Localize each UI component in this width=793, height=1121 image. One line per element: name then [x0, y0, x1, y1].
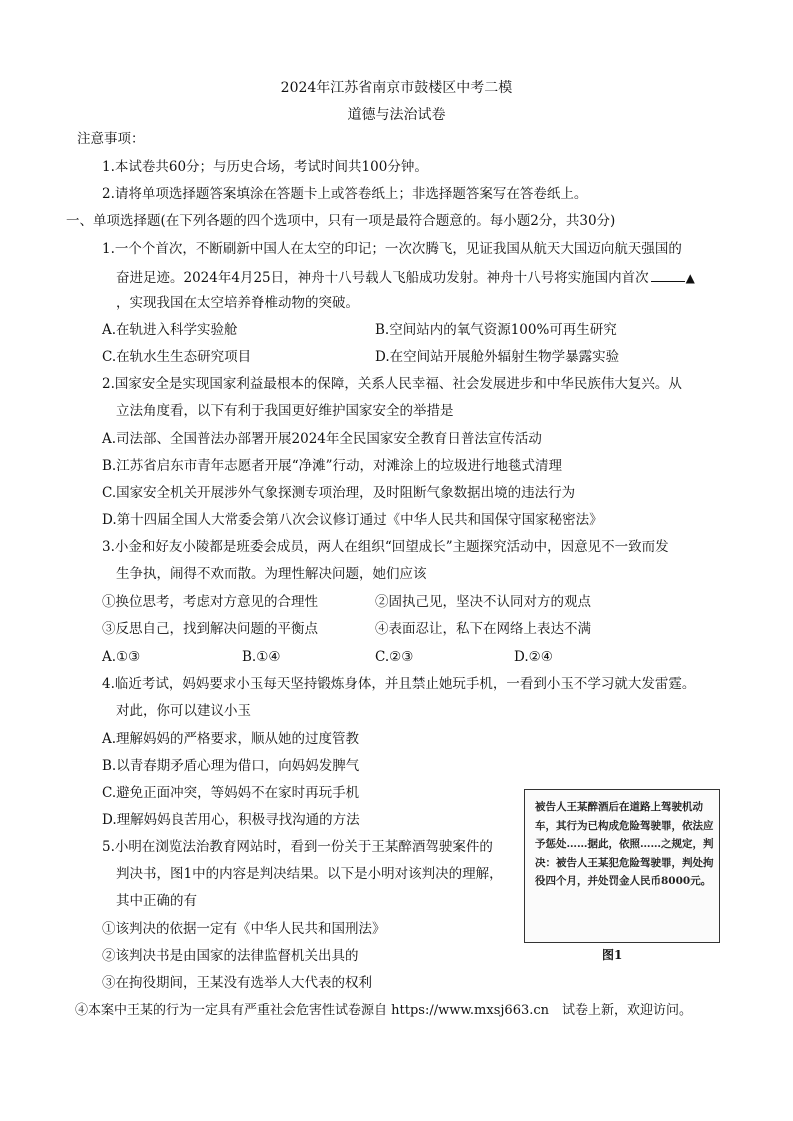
q2-option-d: D.第十四届全国人大常委会第八次会议修订通过《中华人民共和国保守国家秘密法》 — [102, 512, 603, 528]
q1-option-b: B.空间站内的氧气资源100%可再生研究 — [375, 322, 617, 338]
judgment-text: 被告人王某醉酒后在道路上驾驶机动车，其行为已构成危险驾驶罪，依法应予惩处……据此，依照……之规定，判决：被告人王某犯危险驾驶罪，判处拘役四个月，并处罚金人民币8000元。 — [535, 801, 714, 887]
q4-option-d: D.理解妈妈良苦用心，积极寻找沟通的方法 — [102, 812, 360, 828]
q5-statement-2: ②该判决书是由国家的法律监督机关出具的 — [102, 948, 359, 964]
q3-option-b: B.①④ — [242, 649, 281, 665]
q3-option-a: A.①③ — [102, 649, 141, 665]
triangle-icon: ▲ — [685, 271, 695, 285]
q1-stem-line1: 1.一个个首次，不断刷新中国人在太空的印记；一次次腾飞，见证我国从航天大国迈向航天强国的 — [102, 241, 682, 257]
q3-stem-line1: 3.小金和好友小陵都是班委会成员，两人在组织“回望成长”主题探究活动中，因意见不一致而发 — [102, 539, 669, 555]
q2-option-a: A.司法部、全国普法办部署开展2024年全民国家安全教育日普法宣传活动 — [102, 431, 542, 447]
q1-stem-text: 奋进足迹。2024年4月25日，神舟十八号载人飞船成功发射。神舟十八号将实施国内首次 — [116, 270, 649, 286]
q3-statement-3: ③反思自己，找到解决问题的平衡点 — [102, 621, 318, 637]
q4-stem-line2: 对此，你可以建议小玉 — [116, 703, 251, 719]
q5-stem-line3: 其中正确的有 — [116, 893, 197, 909]
q1-stem-line3: ，实现我国在太空培养脊椎动物的突破。 — [116, 295, 359, 311]
q1-option-d: D.在空间站开展舱外辐射生物学暴露实验 — [375, 349, 620, 365]
notice-item-1: 1.本试卷共60分；与历史合场，考试时间共100分钟。 — [102, 159, 428, 175]
q1-option-a: A.在轨进入科学实验舱 — [102, 322, 238, 338]
q4-option-b: B.以青春期矛盾心理为借口，向妈妈发脾气 — [102, 758, 360, 774]
q1-stem-line2 — [116, 267, 695, 287]
q4-option-a: A.理解妈妈的严格要求，顺从她的过度管教 — [102, 731, 360, 747]
q5-statement-4: ④本案中王某的行为一定具有严重社会危害性试卷源自 https://www.mxsj663.cn 试卷上新，欢迎访问。 — [75, 1003, 693, 1018]
exam-subtitle: 道德与法治试卷 — [347, 107, 446, 123]
q5-statement-1: ①该判决的依据一定有《中华人民共和国刑法》 — [102, 921, 386, 937]
figure-caption: 图1 — [602, 948, 623, 962]
q2-stem-line1: 2.国家安全是实现国家利益最根本的保障，关系人民幸福、社会发展进步和中华民族伟大复兴。从 — [102, 376, 682, 392]
section-heading: 一、单项选择题(在下列各题的四个选项中，只有一项是最符合题意的。每小题2分，共30分) — [66, 213, 616, 229]
q3-statement-4: ④表面忍让，私下在网络上表达不满 — [375, 621, 591, 637]
q3-stem-line2: 生争执，闹得不欢而散。为理性解决问题，她们应该 — [116, 566, 427, 582]
q5-stem-line2: 判决书，图1中的内容是判决结果。以下是小明对该判决的理解， — [116, 866, 503, 882]
q2-stem-line2: 立法角度看，以下有利于我国更好维护国家安全的举措是 — [116, 403, 454, 419]
judgment-figure — [524, 789, 720, 943]
q3-statement-2: ②固执己见，坚决不认同对方的观点 — [375, 594, 591, 610]
q2-option-b: B.江苏省启东市青年志愿者开展“净滩”行动，对滩涂上的垃圾进行地毯式清理 — [102, 458, 563, 474]
q4-stem-line1: 4.临近考试，妈妈要求小玉每天坚持锻炼身体，并且禁止她玩手机，一看到小玉不学习就大发雷霆。 — [102, 676, 696, 692]
notice-heading: 注意事项： — [77, 131, 145, 147]
notice-item-2: 2.请将单项选择题答案填涂在答题卡上或答卷纸上；非选择题答案写在答卷纸上。 — [102, 186, 588, 202]
q3-option-c: C.②③ — [375, 649, 414, 665]
exam-title: 2024年江苏省南京市鼓楼区中考二模 — [280, 80, 513, 96]
q3-statement-1: ①换位思考，考虑对方意见的合理性 — [102, 594, 318, 610]
q5-stem-line1: 5.小明在浏览法治教育网站时，看到一份关于王某醉酒驾驶案件的 — [102, 839, 493, 855]
q1-option-c: C.在轨水生生态研究项目 — [102, 349, 252, 365]
q5-statement-3: ③在拘役期间，王某没有选举人大代表的权利 — [102, 975, 372, 991]
q2-option-c: C.国家安全机关开展涉外气象探测专项治理，及时阻断气象数据出境的违法行为 — [102, 485, 576, 501]
q3-option-d: D.②④ — [514, 649, 553, 665]
answer-blank — [651, 267, 685, 282]
q4-option-c: C.避免正面冲突，等妈妈不在家时再玩手机 — [102, 785, 360, 801]
